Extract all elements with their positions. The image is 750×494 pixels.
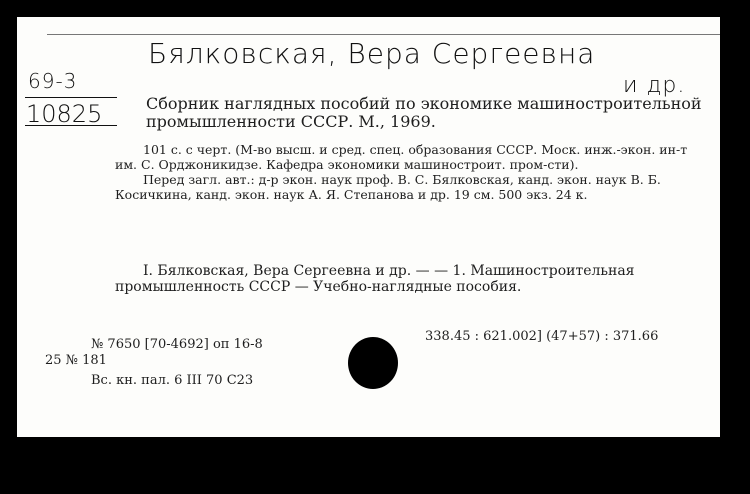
card-title: Сборник наглядных пособий по экономике машиностроительной промышленности СССР. М., 1969. [146,94,702,131]
handwritten-author: Бялковская, Вера Сергеевна [148,37,596,70]
punch-hole [348,337,398,389]
authors-note: Перед загл. авт.: д-р экон. наук проф. В. С. Бялковская, канд. экон. наук В. Б. Косичкина, канд. экон. наук А. Я. Степанова и др. 19 см. 500 экз. 24 к. [115,172,661,202]
catalog-card [17,17,720,437]
order-line-1: № 7650 [70-4692] оп 16-8 [91,337,263,352]
card-notes [115,142,691,202]
call-number-divider [25,97,117,98]
handwritten-author-suffix: и др. [623,73,686,98]
collation-note: 101 с. с черт. (М-во высш. и сред. спец. образования СССР. Моск. инж.-экон. ин-т им. С. Орджоникидзе. Кафедра экономики машиностроит. пром-сти). [115,142,688,172]
call-number-underline [25,125,117,126]
card-tracings: I. Бялковская, Вера Сергеевна и др. — — 1. Машиностроительная промышленность СССР — Учебно-наглядные пособия. [115,263,635,295]
udc-classification: 338.45 : 621.002] (47+57) : 371.66 [425,329,659,344]
call-number-bottom: 10825 [26,100,103,128]
order-line-3: Вс. кн. пал. 6 III 70 С23 [91,373,254,388]
order-line-2: 25 № 181 [45,353,107,368]
top-border-line [47,34,720,35]
call-number-top: 69-3 [28,69,78,93]
